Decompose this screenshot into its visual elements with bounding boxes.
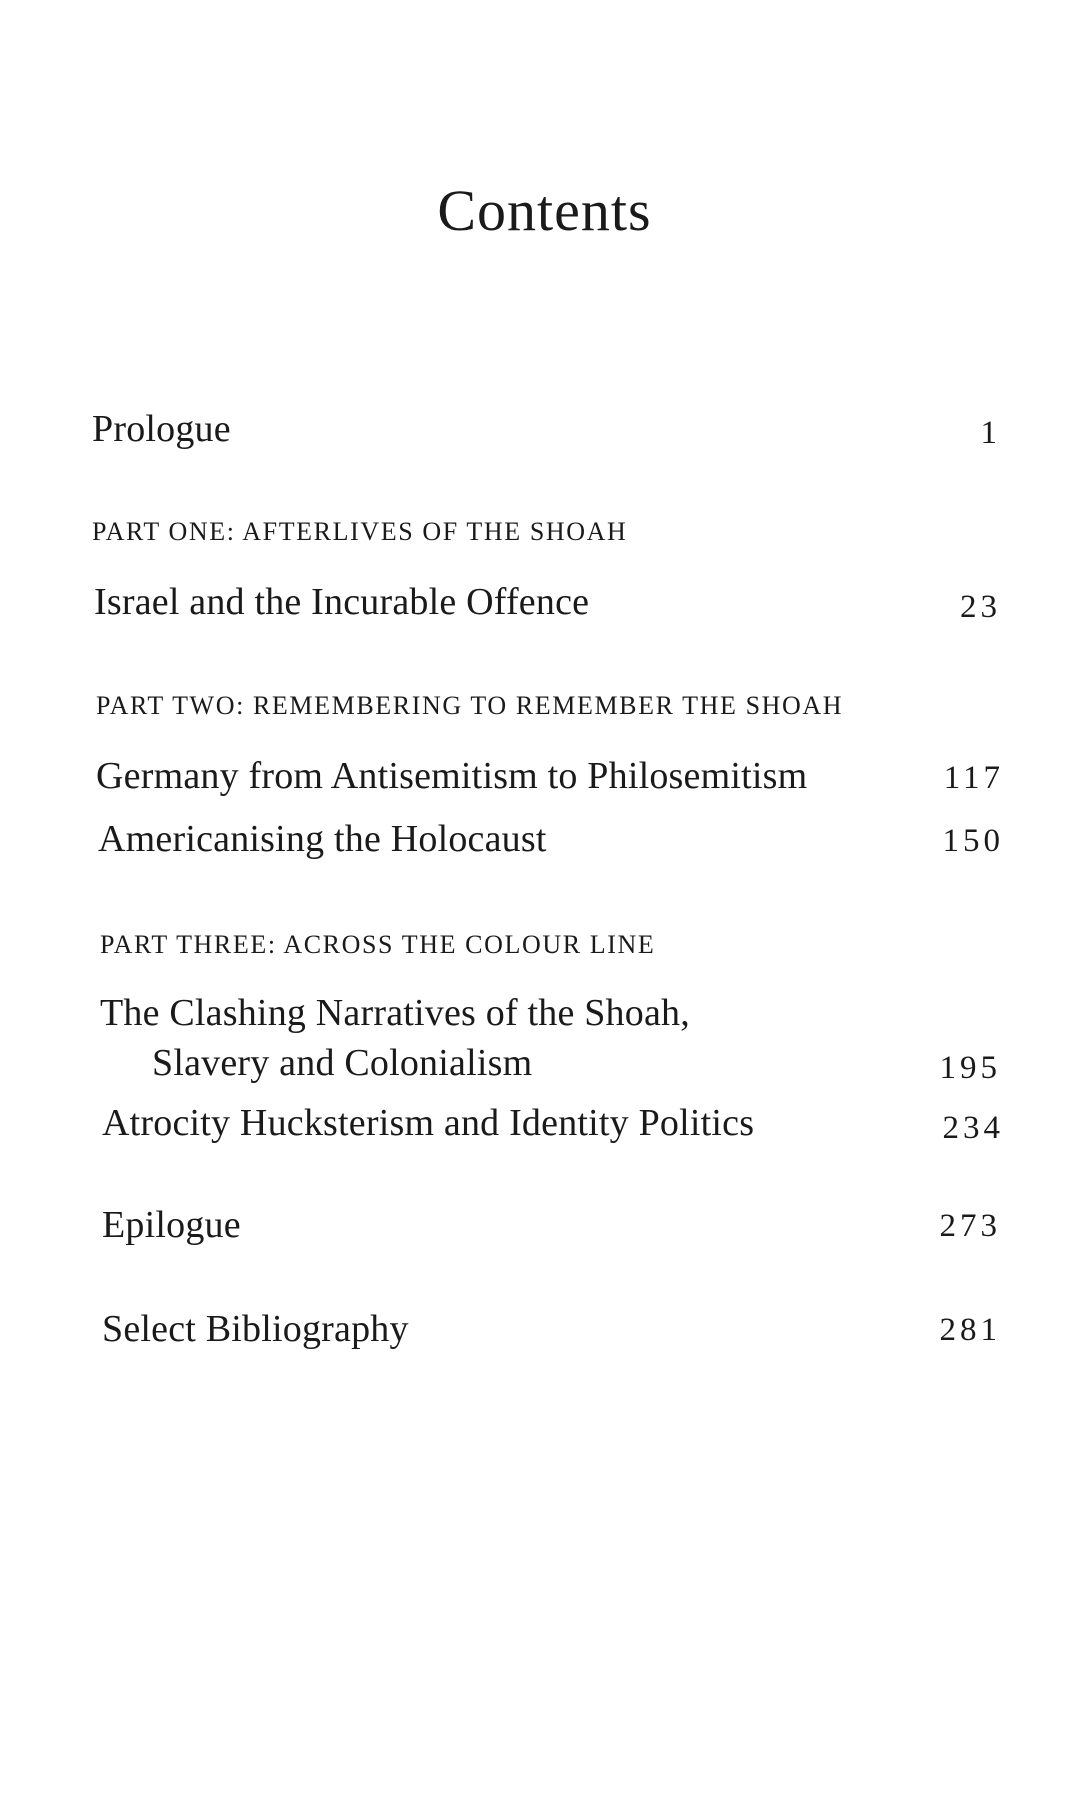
toc-entry-title: Americanising the Holocaust [98,818,547,860]
toc-entry-prologue [0,408,1089,451]
toc-entry-title: Germany from Antisemitism to Philosemitism [96,755,808,797]
toc-entry-bibliography [0,1308,1089,1350]
toc-entry [0,1042,1089,1086]
toc-entry [0,755,1089,797]
toc-entry-title: Select Bibliography [102,1308,409,1350]
toc-entry-title: Israel and the Incurable Offence [94,581,590,623]
part-heading-three: PART THREE: ACROSS THE COLOUR LINE [100,930,656,959]
page-title: Contents [437,178,652,243]
toc-entry-page-number: 23 [960,589,1001,625]
toc-entry [0,818,1089,860]
toc-entry [0,581,1089,625]
toc-entry-title: Prologue [92,408,231,450]
toc-entry-page-number: 281 [939,1312,1001,1348]
toc-entry-page-number: 195 [939,1050,1001,1086]
toc-entry-page-number: 117 [943,760,1004,796]
toc-entry [0,992,1089,1034]
toc-entry-epilogue [0,1204,1089,1246]
toc-entry-title-continuation: Slavery and Colonialism [152,1042,533,1084]
toc-entry-page-number: 234 [942,1110,1004,1146]
toc-entry-page-number: 1 [980,415,1001,451]
toc-entry-title: The Clashing Narratives of the Shoah, [100,992,690,1034]
part-heading-one: PART ONE: AFTERLIVES OF THE SHOAH [92,517,628,546]
toc-entry-title: Epilogue [102,1204,241,1246]
toc-entry-page-number: 150 [942,823,1004,859]
toc-entry-title: Atrocity Hucksterism and Identity Politics [102,1102,755,1144]
part-heading-two: PART TWO: REMEMBERING TO REMEMBER THE SHOAH [96,691,844,720]
toc-entry [0,1102,1089,1146]
toc-entry-page-number: 273 [939,1208,1001,1244]
